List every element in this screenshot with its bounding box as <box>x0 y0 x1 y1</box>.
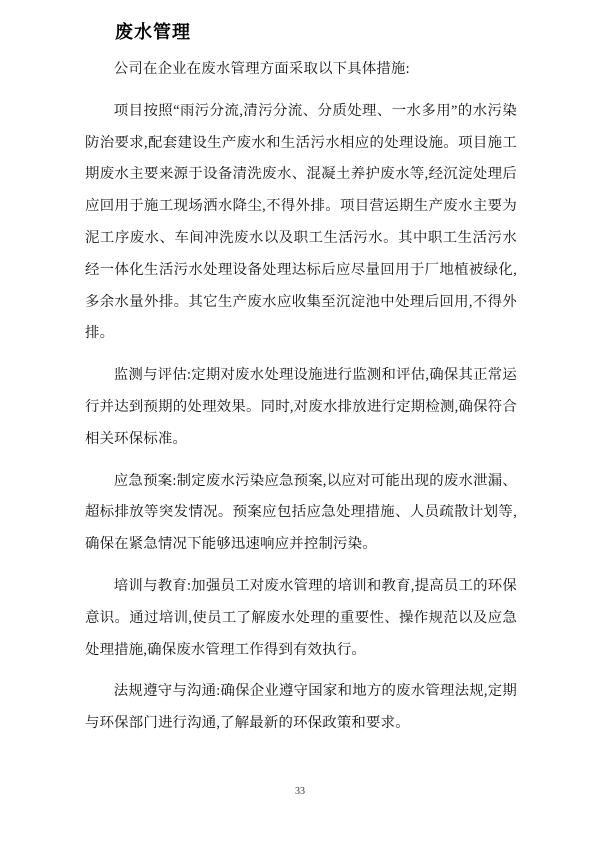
paragraph-regulation-communication: 法规遵守与沟通:确保企业遵守国家和地方的废水管理法规,定期与环保部门进行沟通,了解最新的环保政策和要求。 <box>85 683 517 732</box>
paragraph-emergency-plan: 应急预案:制定废水污染应急预案,以应对可能出现的废水泄漏、超标排放等突发情况。预案应包括应急处理措施、人员疏散计划等,确保在紧急情况下能够迅速响应并控制污染。 <box>85 472 517 553</box>
page-number: 33 <box>295 786 305 797</box>
paragraph-pollution-control-measures: 项目按照“雨污分流,清污分流、分质处理、一水多用”的水污染防治要求,配套建设生产废水和生活污水相应的处理设施。项目施工期废水主要来源于设备清洗废水、混凝土养护废水等,经沉淀处理后应回用于施工现场洒水降尘,不得外排。项目营运期生产废水主要为泥工序废水、车间冲洗废水以及职工生活污水。其中职工生活污水经一体化生活污水处理设备处理达标后应尽量回用于厂地植被绿化,多余水量外排。其它生产废水应收集至沉淀池中处理后回用,不得外排。 <box>85 102 517 342</box>
document-title: 废水管理 <box>115 22 191 42</box>
paragraph-training-education: 培训与教育:加强员工对废水管理的培训和教育,提高员工的环保意识。通过培训,使员工了解废水处理的重要性、操作规范以及应急处理措施,确保废水管理工作得到有效执行。 <box>85 577 517 658</box>
paragraph-monitoring-evaluation: 监测与评估:定期对废水处理设施进行监测和评估,确保其正常运行并达到预期的处理效果。同时,对废水排放进行定期检测,确保符合相关环保标准。 <box>85 367 517 447</box>
paragraph-intro: 公司在企业在废水管理方面采取以下具体措施: <box>113 61 410 77</box>
